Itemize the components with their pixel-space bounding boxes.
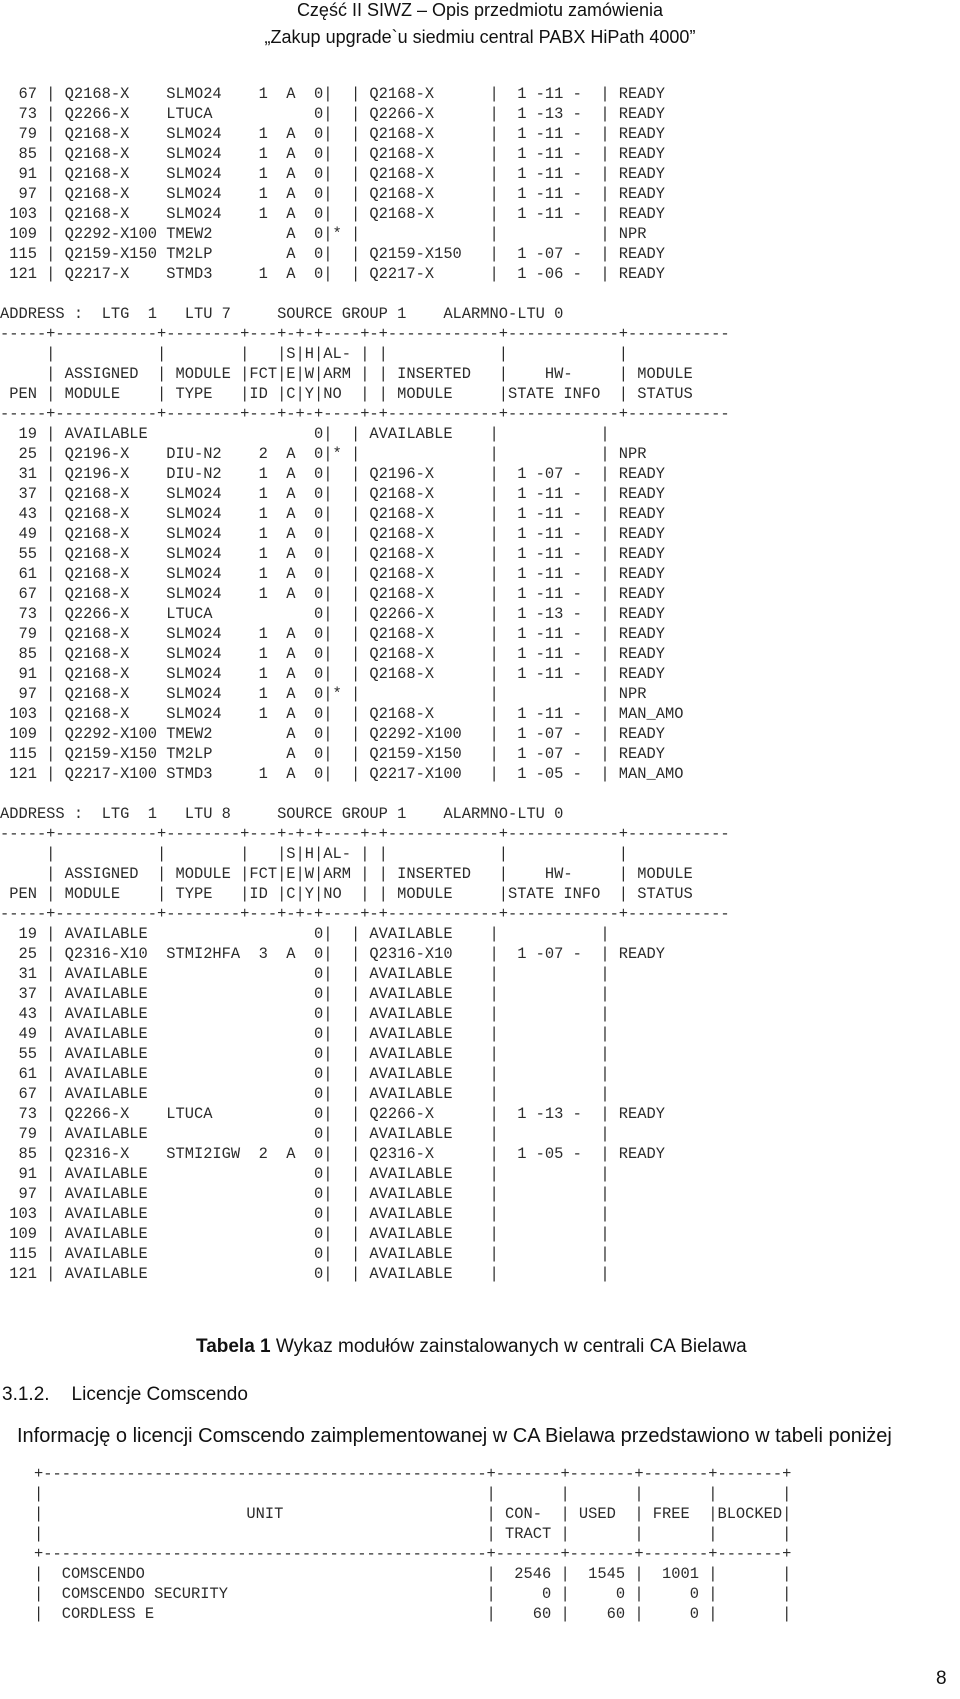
listing-row: 103 | Q2168-X SLMO24 1 A 0| | Q2168-X | 1 -11 - | MAN_AMO — [0, 705, 684, 723]
caption-label: Tabela 1 — [196, 1336, 271, 1357]
license-table-line: | UNIT | CON- | USED | FREE |BLOCKED| — [34, 1505, 792, 1523]
ltu8-listing — [0, 804, 730, 1284]
listing-row: 91 | AVAILABLE 0| | AVAILABLE | | — [0, 1165, 610, 1183]
ltu7-listing — [0, 304, 730, 784]
listing-row: 109 | AVAILABLE 0| | AVAILABLE | | — [0, 1225, 610, 1243]
listing-row: 121 | AVAILABLE 0| | AVAILABLE | | — [0, 1265, 610, 1283]
ltu-listing-tail — [0, 84, 665, 284]
ltu7-address: ADDRESS : LTG 1 LTU 7 SOURCE GROUP 1 ALARMNO-LTU 0 — [0, 305, 564, 323]
listing-row: 103 | Q2168-X SLMO24 1 A 0| | Q2168-X | 1 -11 - | READY — [0, 205, 665, 223]
listing-row: 73 | Q2266-X LTUCA 0| | Q2266-X | 1 -13 - | READY — [0, 105, 665, 123]
listing-row: 61 | Q2168-X SLMO24 1 A 0| | Q2168-X | 1 -11 - | READY — [0, 565, 665, 583]
table-header-line: PEN | MODULE | TYPE |ID |C|Y|NO | | MODULE |STATE INFO | STATUS — [0, 385, 693, 403]
table-caption — [196, 1336, 747, 1358]
listing-row: 25 | Q2196-X DIU-N2 2 A 0|* | | | NPR — [0, 445, 647, 463]
listing-row: 49 | Q2168-X SLMO24 1 A 0| | Q2168-X | 1 -11 - | READY — [0, 525, 665, 543]
listing-row: 31 | AVAILABLE 0| | AVAILABLE | | — [0, 965, 610, 983]
listing-row: 55 | Q2168-X SLMO24 1 A 0| | Q2168-X | 1 -11 - | READY — [0, 545, 665, 563]
listing-row: 97 | Q2168-X SLMO24 1 A 0| | Q2168-X | 1 -11 - | READY — [0, 185, 665, 203]
license-table-row: | COMSCENDO SECURITY | 0 | 0 | 0 | | — [34, 1585, 792, 1603]
listing-row: 43 | AVAILABLE 0| | AVAILABLE | | — [0, 1005, 610, 1023]
listing-row: 97 | Q2168-X SLMO24 1 A 0|* | | | NPR — [0, 685, 647, 703]
listing-row: 85 | Q2168-X SLMO24 1 A 0| | Q2168-X | 1 -11 - | READY — [0, 145, 665, 163]
listing-row: 67 | Q2168-X SLMO24 1 A 0| | Q2168-X | 1 -11 - | READY — [0, 85, 665, 103]
table-header-line: -----+-----------+--------+---+-+-+----+-+------------+------------+----------- — [0, 825, 730, 843]
table-header-line: -----+-----------+--------+---+-+-+----+-+------------+------------+----------- — [0, 405, 730, 423]
listing-row: 79 | AVAILABLE 0| | AVAILABLE | | — [0, 1125, 610, 1143]
license-table-line: +------------------------------------------------+-------+-------+-------+-------+ — [34, 1465, 792, 1483]
license-table-line: | | TRACT | | | | — [34, 1525, 792, 1543]
listing-row: 85 | Q2168-X SLMO24 1 A 0| | Q2168-X | 1 -11 - | READY — [0, 645, 665, 663]
listing-row: 73 | Q2266-X LTUCA 0| | Q2266-X | 1 -13 - | READY — [0, 1105, 665, 1123]
table-header-line: | | | |S|H|AL- | | | | — [0, 845, 629, 863]
page-number: 8 — [936, 1668, 947, 1689]
listing-row: 103 | AVAILABLE 0| | AVAILABLE | | — [0, 1205, 610, 1223]
listing-row: 19 | AVAILABLE 0| | AVAILABLE | | — [0, 925, 610, 943]
listing-row: 85 | Q2316-X STMI2IGW 2 A 0| | Q2316-X | 1 -05 - | READY — [0, 1145, 665, 1163]
listing-row: 31 | Q2196-X DIU-N2 1 A 0| | Q2196-X | 1 -07 - | READY — [0, 465, 665, 483]
table-header-line: -----+-----------+--------+---+-+-+----+-+------------+------------+----------- — [0, 325, 730, 343]
listing-row: 109 | Q2292-X100 TMEW2 A 0| | Q2292-X100 | 1 -07 - | READY — [0, 725, 665, 743]
listing-row: 91 | Q2168-X SLMO24 1 A 0| | Q2168-X | 1 -11 - | READY — [0, 665, 665, 683]
license-table-row: | CORDLESS E | 60 | 60 | 0 | | — [34, 1605, 792, 1623]
license-table-line: | | | | | | — [34, 1485, 792, 1503]
listing-row: 67 | AVAILABLE 0| | AVAILABLE | | — [0, 1085, 610, 1103]
listing-row: 37 | AVAILABLE 0| | AVAILABLE | | — [0, 985, 610, 1003]
section-heading — [2, 1384, 248, 1406]
listing-row: 55 | AVAILABLE 0| | AVAILABLE | | — [0, 1045, 610, 1063]
listing-row: 97 | AVAILABLE 0| | AVAILABLE | | — [0, 1185, 610, 1203]
table-header-line: | ASSIGNED | MODULE |FCT|E|W|ARM | | INSERTED | HW- | MODULE — [0, 365, 693, 383]
listing-row: 67 | Q2168-X SLMO24 1 A 0| | Q2168-X | 1 -11 - | READY — [0, 585, 665, 603]
table-header-line: | | | |S|H|AL- | | | | — [0, 345, 629, 363]
listing-row: 121 | Q2217-X100 STMD3 1 A 0| | Q2217-X100 | 1 -05 - | MAN_AMO — [0, 765, 684, 783]
license-table-line: +------------------------------------------------+-------+-------+-------+-------+ — [34, 1545, 792, 1563]
header-title: Część II SIWZ – Opis przedmiotu zamówienia — [296, 0, 664, 20]
listing-row: 91 | Q2168-X SLMO24 1 A 0| | Q2168-X | 1 -11 - | READY — [0, 165, 665, 183]
listing-row: 115 | AVAILABLE 0| | AVAILABLE | | — [0, 1245, 610, 1263]
listing-row: 25 | Q2316-X10 STMI2HFA 3 A 0| | Q2316-X10 | 1 -07 - | READY — [0, 945, 665, 963]
listing-row: 61 | AVAILABLE 0| | AVAILABLE | | — [0, 1065, 610, 1083]
listing-row: 43 | Q2168-X SLMO24 1 A 0| | Q2168-X | 1 -11 - | READY — [0, 505, 665, 523]
listing-row: 115 | Q2159-X150 TM2LP A 0| | Q2159-X150 | 1 -07 - | READY — [0, 745, 665, 763]
section-title: Licencje Comscendo — [71, 1384, 248, 1405]
table-header-line: PEN | MODULE | TYPE |ID |C|Y|NO | | MODULE |STATE INFO | STATUS — [0, 885, 693, 903]
caption-text: Wykaz modułów zainstalowanych w centrali CA Bielawa — [270, 1336, 747, 1357]
listing-row: 115 | Q2159-X150 TM2LP A 0| | Q2159-X150 | 1 -07 - | READY — [0, 245, 665, 263]
table-header-line: -----+-----------+--------+---+-+-+----+-+------------+------------+----------- — [0, 905, 730, 923]
ltu8-address: ADDRESS : LTG 1 LTU 8 SOURCE GROUP 1 ALARMNO-LTU 0 — [0, 805, 564, 823]
header-subtitle: „Zakup upgrade`u siedmiu central PABX HiPath 4000” — [264, 27, 696, 47]
listing-row: 79 | Q2168-X SLMO24 1 A 0| | Q2168-X | 1 -11 - | READY — [0, 125, 665, 143]
listing-row: 121 | Q2217-X STMD3 1 A 0| | Q2217-X | 1 -06 - | READY — [0, 265, 665, 283]
license-table — [34, 1464, 791, 1624]
intro-paragraph: Informację o licencji Comscendo zaimplementowanej w CA Bielawa przedstawiono w tabeli poniżej — [17, 1425, 892, 1447]
listing-row: 19 | AVAILABLE 0| | AVAILABLE | | — [0, 425, 610, 443]
license-table-row: | COMSCENDO | 2546 | 1545 | 1001 | | — [34, 1565, 792, 1583]
table-header-line: | ASSIGNED | MODULE |FCT|E|W|ARM | | INSERTED | HW- | MODULE — [0, 865, 693, 883]
listing-row: 49 | AVAILABLE 0| | AVAILABLE | | — [0, 1025, 610, 1043]
listing-row: 37 | Q2168-X SLMO24 1 A 0| | Q2168-X | 1 -11 - | READY — [0, 485, 665, 503]
listing-row: 109 | Q2292-X100 TMEW2 A 0|* | | | NPR — [0, 225, 647, 243]
section-number: 3.1.2. — [2, 1384, 50, 1405]
listing-row: 73 | Q2266-X LTUCA 0| | Q2266-X | 1 -13 - | READY — [0, 605, 665, 623]
listing-row: 79 | Q2168-X SLMO24 1 A 0| | Q2168-X | 1 -11 - | READY — [0, 625, 665, 643]
